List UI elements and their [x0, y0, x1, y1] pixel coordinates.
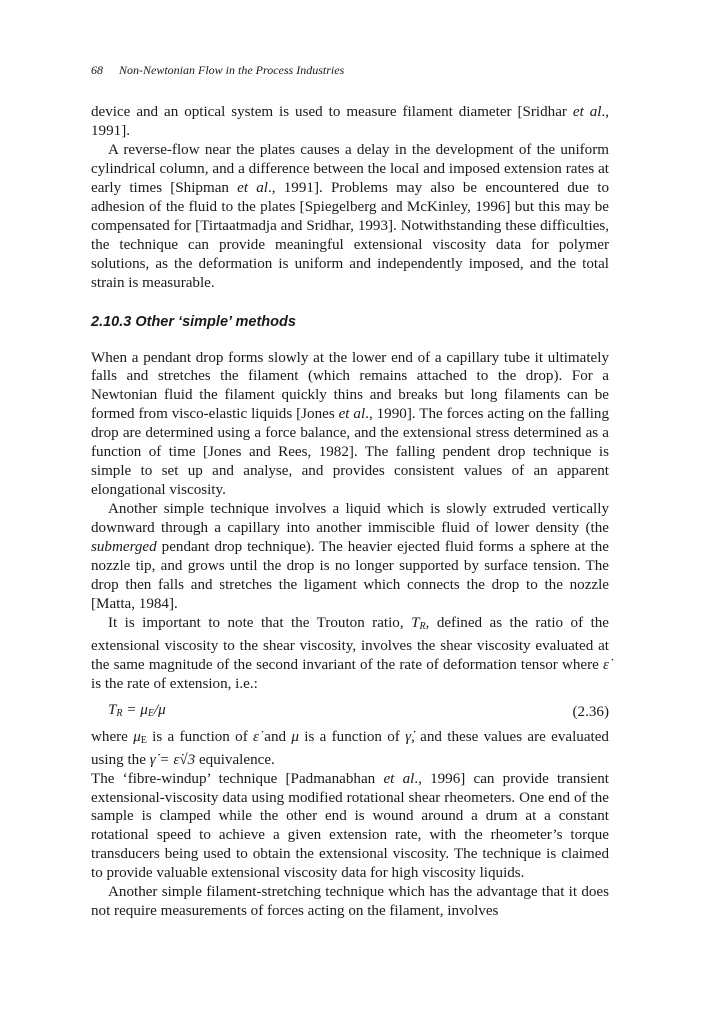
p6-relation: γ̇ = ε̇√3 — [149, 751, 196, 768]
p5-text-b: , defined as the ratio of the extensional viscosity to the shear viscosity, involves the shear viscosity evaluated at the same magnitude of the second invariant of the rate of deformation tensor where — [91, 614, 610, 673]
p3-et-al: et al — [338, 406, 366, 423]
eq-lhs-T: T — [108, 701, 117, 718]
p4-text-b: pendant drop technique). The heavier ejected fluid forms a sphere at the nozzle tip, and grows until the drop is no longer supported by surface tension. The drop then falls and stretches the ligament which connects the drop to the nozzle [Matta, 1984]. — [91, 539, 609, 612]
p6-mu2: μ — [291, 728, 299, 745]
eq-rhs-tail: /μ — [153, 701, 166, 718]
p7-text-b: ., 1996] can provide transient extensional-viscosity data using modified rotational shear rheometers. One end of the sample is clamped while the other end is wound around a drum at a constant rotational speed to achieve a given extension rate, with the rheometer’s torque transducers being used to obtain the extensional viscosity. The technique is claimed to provide valuable extensional viscosity data for high viscosity liquids. — [91, 770, 609, 882]
trouton-R: R — [419, 620, 426, 632]
p6-text-d: is a function of — [298, 728, 406, 745]
p1-text-a: device and an optical system is used to measure filament diameter [Sridhar — [91, 104, 573, 120]
paragraph-5 — [91, 614, 609, 694]
paragraph-8: Another simple filament-stretching technique which has the advantage that it does not require measurements of forces acting on the filament, involves — [91, 884, 609, 920]
p5-text-c: is the rate of extension, i.e.: — [91, 675, 258, 692]
p6-text-b: is a function of — [146, 728, 254, 745]
body-text — [91, 103, 609, 921]
p6-text-f: equivalence. — [195, 751, 275, 768]
p6-E: E — [140, 734, 147, 746]
p1-text-b: ., 1991]. — [91, 104, 609, 139]
p5-edot: ε̇ — [603, 656, 609, 673]
equation-number: (2.36) — [572, 703, 609, 720]
paragraph-6 — [91, 728, 609, 770]
p3-text-b: ., 1990]. The forces acting on the falling drop are determined using a force balance, and the extensional stress determined as a function of time [Jones and Rees, 1982]. The falling pendent drop technique is simple to set up and analyse, and provides consistent values of an apparent elongational viscosity. — [91, 406, 609, 499]
p7-text-a: The ‘fibre-windup’ technique [Padmanabhan — [91, 770, 384, 787]
p3-text-a: When a pendant drop forms slowly at the lower end of a capillary tube it ultimately falls and stretches the filament (which remains attached to the drop). For a Newtonian fluid the filament quickly thins and breaks but long filaments can be formed from visco-elastic liquids [Jones — [91, 349, 609, 423]
p2-et-al: et al — [237, 179, 269, 196]
equation-body — [108, 701, 166, 724]
p2-text-b: ., 1991]. Problems may also be encountered due to adhesion of the fluid to the plates [Spiegelberg and McKinley, 1996] but this may be compensated for [Tirtaatmadja and Sridhar, 1993]. Notwithstanding these difficulties, the technique can provide meaningful extensional viscosity data for polymer solutions, as the deformation is uniform and independently imposed, and the total strain is measurable. — [91, 179, 609, 291]
p6-edot: ε̇ — [253, 728, 259, 745]
p6-gdot: γ̇ — [405, 728, 412, 745]
p2-text-a: A reverse-flow near the plates causes a delay in the development of the uniform cylindrical column, and a difference between the local and imposed extension rates at early times [Shipman — [91, 141, 609, 196]
p4-text-a: Another simple technique involves a liquid which is slowly extruded vertically downward through a capillary into another immiscible fluid of lower density (the — [91, 501, 609, 537]
p6-text-c: and — [258, 728, 292, 745]
eq-lhs-R: R — [116, 707, 123, 719]
book-title: Non-Newtonian Flow in the Process Industries — [119, 63, 345, 77]
paragraph-3 — [91, 349, 609, 501]
p6-mu: μ — [133, 728, 141, 745]
trouton-symbol — [411, 615, 426, 631]
p1-et-al: et al — [572, 104, 602, 120]
paragraph-2 — [91, 141, 609, 293]
eq-rhs-E: E — [147, 707, 154, 719]
p5-text-a: It is important to note that the Trouton ratio, — [108, 614, 412, 631]
page-number: 68 — [91, 63, 103, 77]
p6-text-e: , and these values are evaluated using the — [91, 728, 609, 768]
paragraph-7 — [91, 770, 609, 884]
section-heading: 2.10.3 Other ‘simple’ methods — [91, 313, 296, 330]
equation-2-36 — [91, 701, 609, 724]
paragraph-4 — [91, 500, 609, 614]
trouton-T: T — [411, 614, 420, 631]
running-head — [91, 63, 344, 78]
p4-submerged: submerged — [91, 539, 157, 556]
p7-et-al: et al — [383, 770, 415, 787]
paragraph-1 — [91, 103, 609, 141]
p6-text-a: where — [91, 728, 134, 745]
eq-rhs-mu: = μ — [122, 701, 148, 718]
